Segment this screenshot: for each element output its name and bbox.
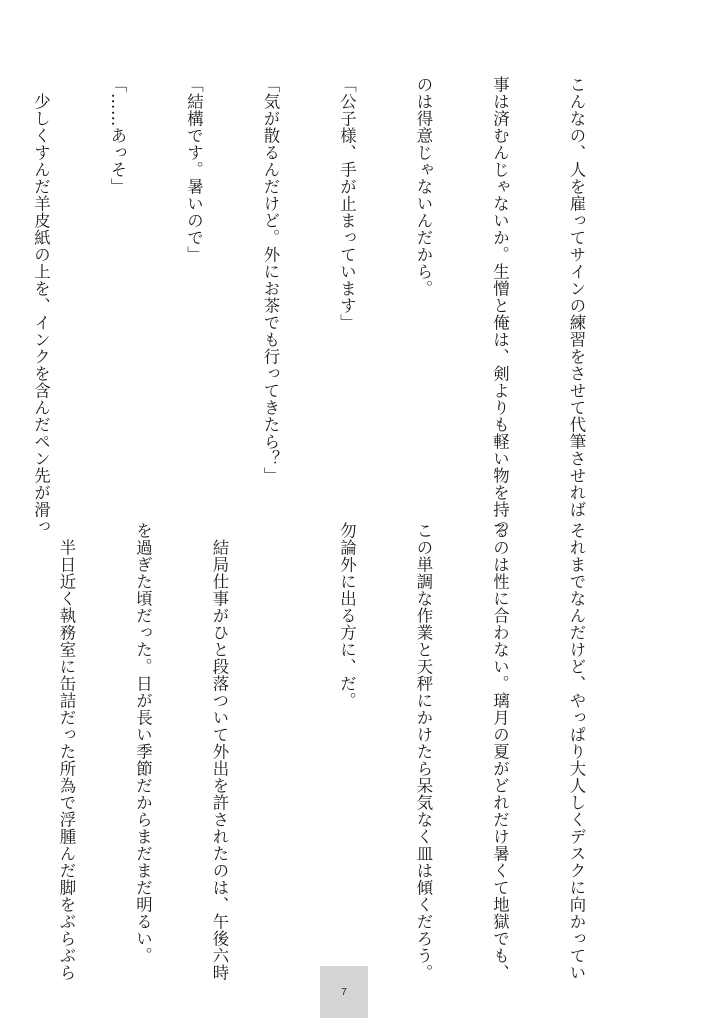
- text-line: 事は済むんじゃないか。生憎と俺は、剣よりも軽い物を持つ: [490, 76, 510, 535]
- text-line: を過ぎた頃だった。日が長い季節だからまだまだ明るい。: [133, 522, 153, 964]
- page-number: [320, 966, 368, 1018]
- text-line: 勿論外に出る方に、だ。: [337, 522, 357, 709]
- text-line: るのは性に合わない。璃月の夏がどれだけ暑くて地獄でも、: [490, 522, 510, 981]
- text-line: 少しくすんだ羊皮紙の上を、インクを含んだペン先が滑っ: [31, 76, 51, 535]
- text-line: 半日近く執務室に缶詰だった所為で浮腫んだ脚をぶらぶら: [57, 522, 76, 981]
- text-line: 「公子様、手が止まっています」: [337, 76, 357, 331]
- text-line: それまでなんだけど、やっぱり大人しくデスクに向かってい: [567, 522, 586, 981]
- text-line: のは得意じゃないんだから。: [414, 76, 433, 297]
- text-line: 「気が散るんだけど。外にお茶でも行ってきたら？」: [261, 76, 280, 484]
- page-number-label: 7: [341, 986, 347, 998]
- text-line: 「結構です。暑いので」: [184, 76, 204, 263]
- text-line: この単調な作業と天秤にかけたら呆気なく皿は傾くだろう。: [414, 522, 433, 981]
- text-line: 「……あっそ」: [108, 76, 127, 195]
- bottom-text-block: [0, 522, 640, 981]
- text-line: 結局仕事がひと段落ついて外出を許されたのは、午後六時: [210, 522, 229, 981]
- top-text-block: [0, 76, 640, 535]
- text-line: [0, 522, 3, 954]
- text-line: こんなの、人を雇ってサインの練習をさせて代筆させれば: [567, 76, 586, 518]
